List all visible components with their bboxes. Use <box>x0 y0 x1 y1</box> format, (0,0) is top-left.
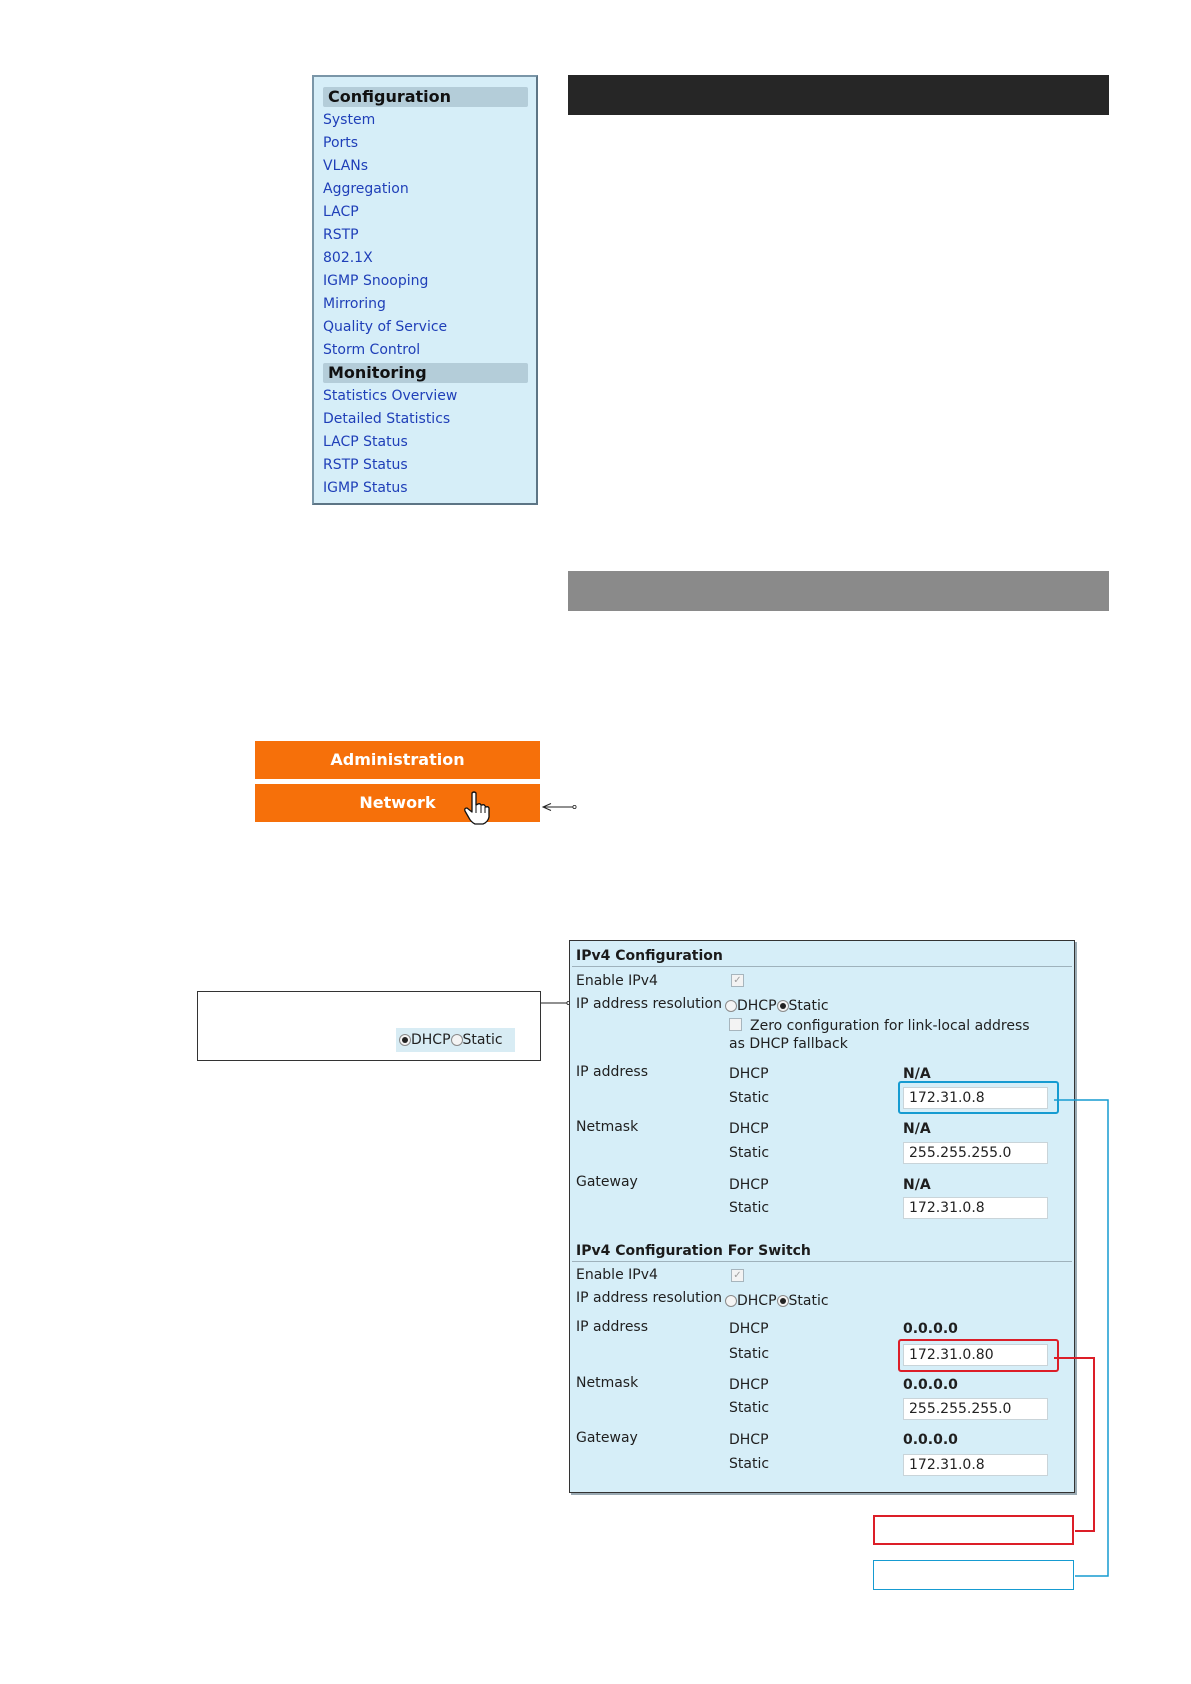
callout-connector-line <box>541 1000 571 1006</box>
switch-enable-label: Enable IPv4 <box>576 1267 658 1283</box>
switch-gateway-static-label: Static <box>729 1456 770 1472</box>
nav-link-8021x[interactable]: 802.1X <box>323 250 373 266</box>
ipv4-enable-label: Enable IPv4 <box>576 973 658 989</box>
switch-ip-dhcp-value: 0.0.0.0 <box>903 1321 958 1337</box>
switch-section-title: IPv4 Configuration For Switch <box>576 1243 811 1259</box>
hand-cursor-icon <box>463 791 491 825</box>
switch-static-radio[interactable] <box>777 1295 789 1307</box>
nav-link-detailed-statistics[interactable]: Detailed Statistics <box>323 411 451 427</box>
switch-ip-label: IP address <box>576 1319 649 1335</box>
ipv4-dhcp-label: DHCP <box>737 998 777 1014</box>
subsection-header-bar <box>568 571 1109 611</box>
ipv4-gateway-label: Gateway <box>576 1174 638 1190</box>
switch-ip-dhcp-label: DHCP <box>729 1321 769 1337</box>
switch-dhcp-label: DHCP <box>737 1293 777 1309</box>
switch-netmask-static-input[interactable]: 255.255.255.0 <box>903 1398 1048 1420</box>
ipv4-configuration-panel <box>569 940 1075 1493</box>
nav-link-ports[interactable]: Ports <box>323 135 359 151</box>
ipv4-gateway-dhcp-value: N/A <box>903 1177 931 1193</box>
section-divider <box>572 1261 1072 1262</box>
resolution-callout-box <box>197 991 541 1061</box>
switch-ip-static-input[interactable]: 172.31.0.80 <box>903 1344 1048 1366</box>
ipv4-ip-dhcp-value: N/A <box>903 1066 931 1082</box>
switch-ip-callout-box <box>873 1515 1074 1545</box>
nav-link-storm-control[interactable]: Storm Control <box>323 342 421 358</box>
section-divider <box>572 966 1072 967</box>
nav-link-aggregation[interactable]: Aggregation <box>323 181 409 197</box>
navigation-panel <box>312 75 538 505</box>
ipv4-ip-static-label: Static <box>729 1090 770 1106</box>
zero-config-label-cont: as DHCP fallback <box>729 1036 848 1052</box>
zero-config-label: Zero configuration for link-local address <box>750 1018 1030 1034</box>
ipv4-enable-checkbox[interactable]: ✓ <box>731 974 744 987</box>
switch-gateway-dhcp-label: DHCP <box>729 1432 769 1448</box>
ipv4-gateway-static-input[interactable]: 172.31.0.8 <box>903 1197 1048 1219</box>
switch-netmask-static-label: Static <box>729 1400 770 1416</box>
switch-ip-static-label: Static <box>729 1346 770 1362</box>
nav-link-statistics-overview[interactable]: Statistics Overview <box>323 388 458 404</box>
ipv4-dhcp-radio[interactable] <box>725 1000 737 1012</box>
switch-netmask-dhcp-value: 0.0.0.0 <box>903 1377 958 1393</box>
callout-static-radio[interactable] <box>451 1034 463 1046</box>
ipv4-static-radio[interactable] <box>777 1000 789 1012</box>
nav-link-rstp-status[interactable]: RSTP Status <box>323 457 408 473</box>
ipv4-gateway-static-label: Static <box>729 1200 770 1216</box>
nav-link-igmp-snooping[interactable]: IGMP Snooping <box>323 273 429 289</box>
nav-link-mirroring[interactable]: Mirroring <box>323 296 386 312</box>
zero-config-checkbox[interactable] <box>729 1018 742 1031</box>
ipv4-netmask-static-input[interactable]: 255.255.255.0 <box>903 1142 1048 1164</box>
switch-dhcp-radio[interactable] <box>725 1295 737 1307</box>
section-header-bar <box>568 75 1109 115</box>
switch-static-label: Static <box>788 1293 829 1309</box>
ipv4-netmask-dhcp-value: N/A <box>903 1121 931 1137</box>
switch-ip-highlight <box>898 1339 1059 1372</box>
ipv4-ip-highlight <box>898 1081 1059 1114</box>
ipv4-ip-dhcp-label: DHCP <box>729 1066 769 1082</box>
ipv4-ip-static-input[interactable]: 172.31.0.8 <box>903 1087 1048 1109</box>
switch-netmask-label: Netmask <box>576 1375 639 1391</box>
nav-link-rstp[interactable]: RSTP <box>323 227 359 243</box>
ipv4-gateway-dhcp-label: DHCP <box>729 1177 769 1193</box>
ipv4-netmask-dhcp-label: DHCP <box>729 1121 769 1137</box>
ipv4-static-label: Static <box>788 998 829 1014</box>
network-menu-item[interactable]: Network <box>255 784 540 822</box>
callout-dhcp-radio[interactable] <box>399 1034 411 1046</box>
nav-link-igmp-status[interactable]: IGMP Status <box>323 480 408 496</box>
switch-netmask-dhcp-label: DHCP <box>729 1377 769 1393</box>
administration-menu[interactable]: Administration <box>255 741 540 779</box>
nav-link-system[interactable]: System <box>323 112 376 128</box>
switch-gateway-static-input[interactable]: 172.31.0.8 <box>903 1454 1048 1476</box>
switch-resolution-label: IP address resolution <box>576 1290 722 1306</box>
nav-link-quality-of-service[interactable]: Quality of Service <box>323 319 448 335</box>
nav-link-lacp-status[interactable]: LACP Status <box>323 434 408 450</box>
ipv4-netmask-label: Netmask <box>576 1119 639 1135</box>
configuration-heading: Configuration <box>323 87 528 107</box>
ipv4-netmask-static-label: Static <box>729 1145 770 1161</box>
ipv4-ip-callout-box <box>873 1560 1074 1590</box>
monitoring-heading: Monitoring <box>323 363 528 383</box>
switch-gateway-label: Gateway <box>576 1430 638 1446</box>
switch-resolution-radios <box>725 1293 829 1309</box>
callout-static-label: Static <box>462 1032 503 1048</box>
switch-enable-checkbox[interactable]: ✓ <box>731 1269 744 1282</box>
nav-link-lacp[interactable]: LACP <box>323 204 359 220</box>
callout-radio-group <box>396 1028 515 1052</box>
callout-dhcp-label: DHCP <box>411 1032 451 1048</box>
ipv4-resolution-label: IP address resolution <box>576 996 722 1012</box>
nav-link-vlans[interactable]: VLANs <box>323 158 369 174</box>
ipv4-resolution-radios <box>725 998 829 1014</box>
switch-gateway-dhcp-value: 0.0.0.0 <box>903 1432 958 1448</box>
ipv4-ip-label: IP address <box>576 1064 649 1080</box>
arrow-left-icon <box>541 803 577 811</box>
ipv4-section-title: IPv4 Configuration <box>576 948 723 964</box>
